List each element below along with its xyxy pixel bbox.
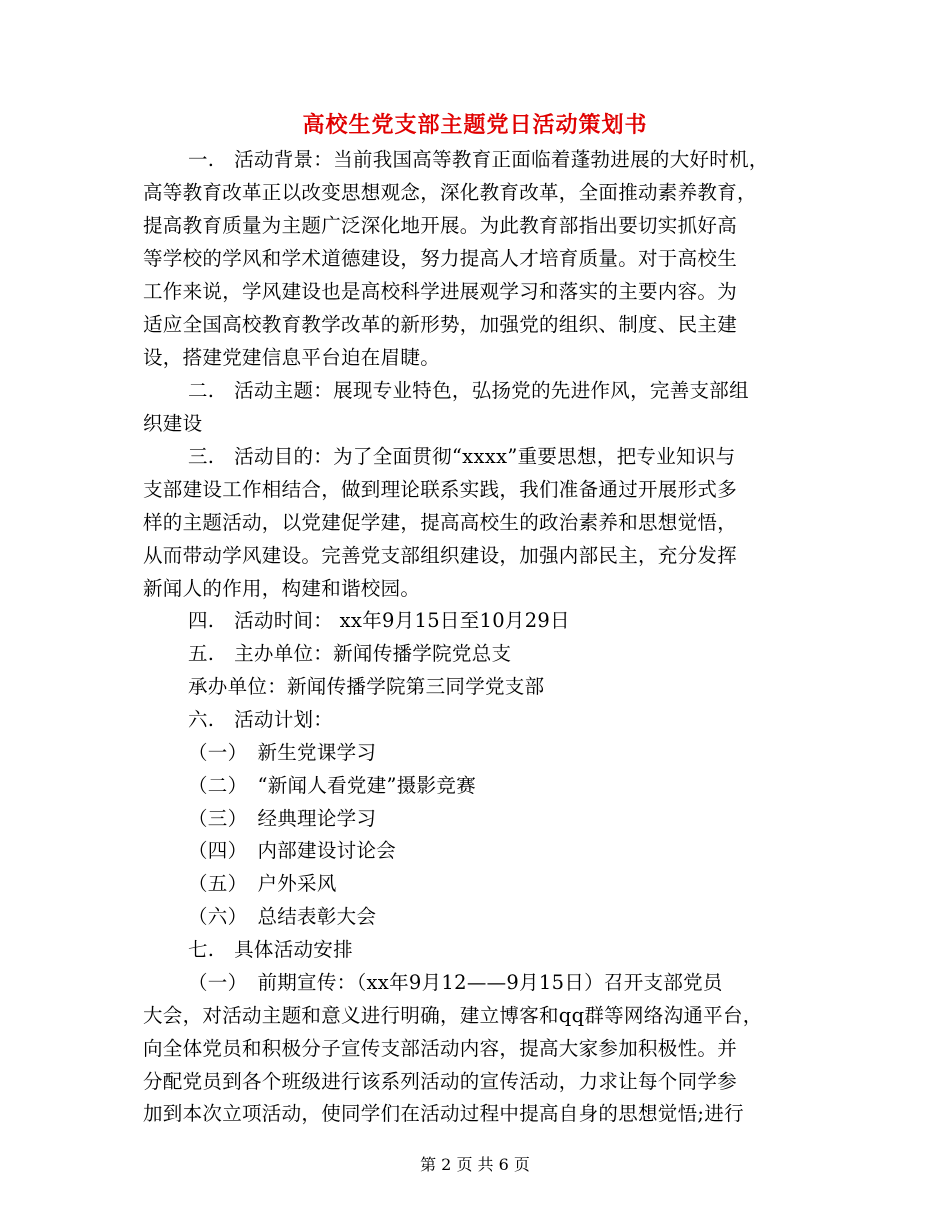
text-line: 六. 活动计划： xyxy=(188,708,334,731)
text-line: 分配党员到各个班级进行该系列活动的宣传活动，力求让每个同学参 xyxy=(143,1070,738,1093)
text-line: 一. 活动背景：当前我国高等教育正面临着蓬勃进展的大好时机， xyxy=(188,148,769,171)
document-title: 高校生党支部主题党日活动策划书 xyxy=(302,112,648,138)
page-number: 第 2 页 共 6 页 xyxy=(420,1155,530,1174)
text-line: 承办单位：新闻传播学院第三同学党支部 xyxy=(188,675,545,698)
text-line: 提高教育质量为主题广泛深化地开展。为此教育部指出要切实抓好高 xyxy=(143,214,738,237)
text-line: 设，搭建党建信息平台迫在眉睫。 xyxy=(143,346,441,369)
text-line: 七. 具体活动安排 xyxy=(188,938,353,961)
list-item: （三） 经典理论学习 xyxy=(188,807,377,830)
text-line: （一） 前期宣传：（xx年9月12——9月15日）召开支部党员 xyxy=(188,971,723,994)
text-line: 二. 活动主题：展现专业特色，弘扬党的先进作风，完善支部组 xyxy=(188,379,749,402)
text-line: 样的主题活动，以党建促学建，提高高校生的政治素养和思想觉悟， xyxy=(143,511,738,534)
text-line: 四. 活动时间： xx年9月15日至10月29日 xyxy=(188,609,570,632)
list-item: （二） “新闻人看党建”摄影竞赛 xyxy=(188,774,476,797)
text-line: 向全体党员和积极分子宣传支部活动内容，提高大家参加积极性。并 xyxy=(143,1037,738,1060)
list-item: （六） 总结表彰大会 xyxy=(188,905,377,928)
list-item: （四） 内部建设讨论会 xyxy=(188,839,397,862)
text-line: 适应全国高校教育教学改革的新形势，加强党的组织、制度、民主建 xyxy=(143,313,738,336)
text-line: 支部建设工作相结合，做到理论联系实践，我们准备通过开展形式多 xyxy=(143,478,738,501)
text-line: 工作来说，学风建设也是高校科学进展观学习和落实的主要内容。为 xyxy=(143,280,738,303)
text-line: 大会，对活动主题和意义进行明确，建立博客和qq群等网络沟通平台， xyxy=(143,1004,763,1027)
text-line: 新闻人的作用，构建和谐校园。 xyxy=(143,577,421,600)
text-line: 高等教育改革正以改变思想观念，深化教育改革，全面推动素养教育， xyxy=(143,181,757,204)
list-item: （五） 户外采风 xyxy=(188,872,337,895)
text-line: 加到本次立项活动，使同学们在活动过程中提高自身的思想觉悟;进行 xyxy=(143,1102,744,1125)
text-line: 五. 主办单位：新闻传播学院党总支 xyxy=(188,642,512,665)
text-line: 从而带动学风建设。完善党支部组织建设，加强内部民主，充分发挥 xyxy=(143,544,738,567)
text-line: 等学校的学风和学术道德建设，努力提高人才培育质量。对于高校生 xyxy=(143,247,738,270)
text-line: 三. 活动目的：为了全面贯彻“xxxx”重要思想，把专业知识与 xyxy=(188,445,736,468)
text-line: 织建设 xyxy=(143,412,203,435)
list-item: （一） 新生党课学习 xyxy=(188,741,377,764)
